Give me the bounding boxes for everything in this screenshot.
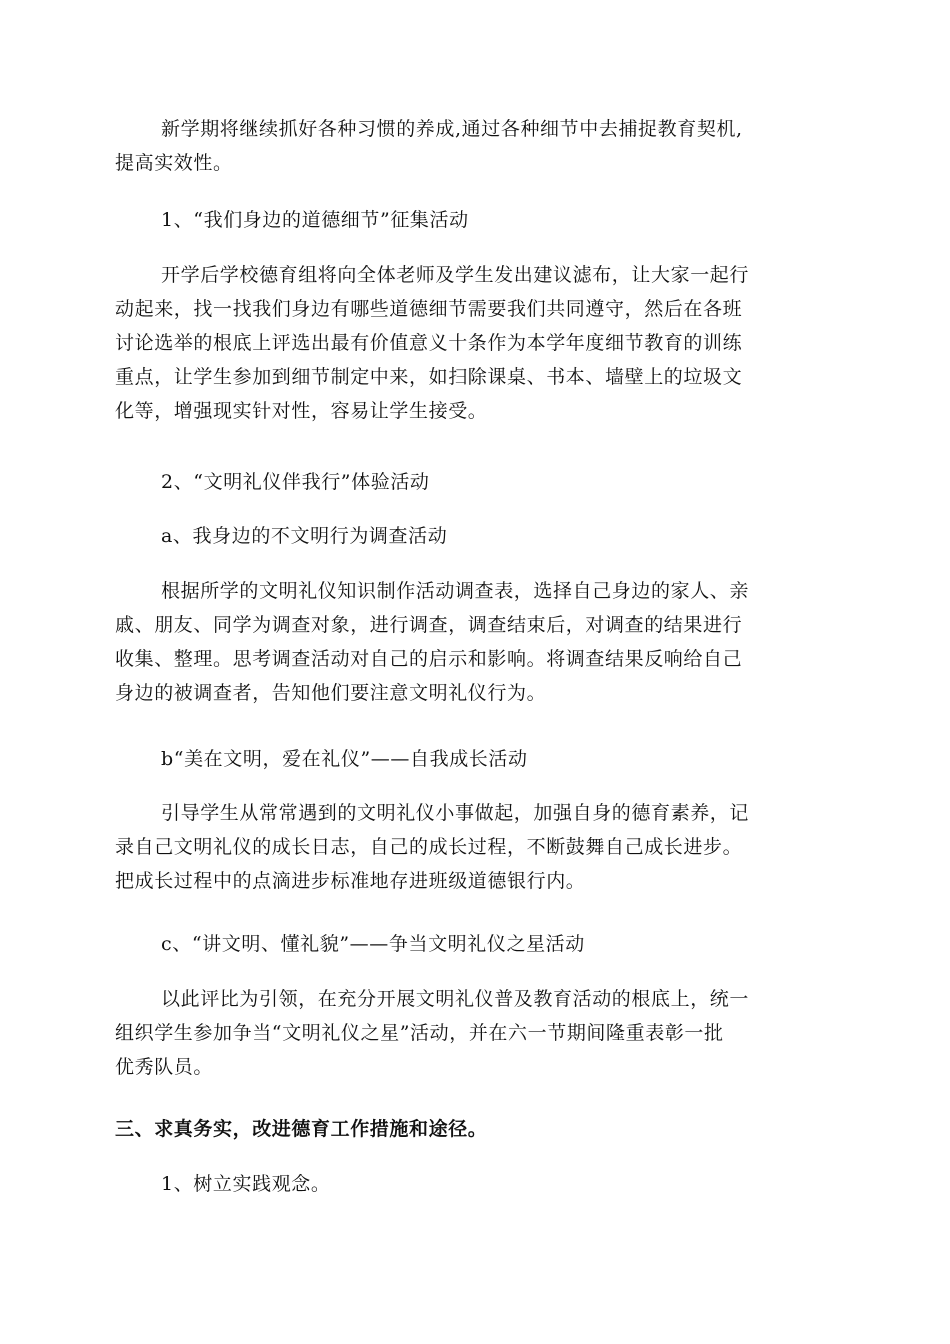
text-line: 以此评比为引领，在充分开展文明礼仪普及教育活动的根底上，统一 xyxy=(161,988,750,1010)
text-line: 身边的被调查者，告知他们要注意文明礼仪行为。 xyxy=(115,682,547,704)
section-heading xyxy=(115,1112,835,1146)
sub-item-heading xyxy=(161,519,881,553)
text-line: 重点，让学生参加到细节制定中来，如扫除课桌、书本、墙壁上的垃圾文 xyxy=(115,366,743,388)
text-line: 1、树立实践观念。 xyxy=(161,1173,331,1195)
list-item-heading xyxy=(161,465,881,499)
text-line: 戚、朋友、同学为调查对象，进行调查，调查结束后，对调查的结果进行 xyxy=(115,614,743,636)
text-line: 动起来，找一找我们身边有哪些道德细节需要我们共同遵守，然后在各班 xyxy=(115,298,743,320)
body-paragraph xyxy=(115,574,835,710)
text-line: c、“讲文明、懂礼貌”——争当文明礼仪之星活动 xyxy=(161,933,585,955)
body-paragraph xyxy=(115,258,835,428)
body-paragraph xyxy=(115,796,835,898)
text-line: 组织学生参加争当“文明礼仪之星”活动，并在六一节期间隆重表彰一批 xyxy=(115,1022,724,1044)
sub-item-heading xyxy=(161,927,881,961)
body-paragraph xyxy=(115,982,835,1084)
text-line: 2、“文明礼仪伴我行”体验活动 xyxy=(161,471,430,493)
text-line: 1、“我们身边的道德细节”征集活动 xyxy=(161,209,469,231)
text-line: a、我身边的不文明行为调查活动 xyxy=(161,525,448,547)
list-item-heading xyxy=(161,1167,881,1201)
text-line: 引导学生从常常遇到的文明礼仪小事做起，加强自身的德育素养，记 xyxy=(161,802,750,824)
text-line: 根据所学的文明礼仪知识制作活动调查表，选择自己身边的家人、亲 xyxy=(161,580,750,602)
text-line: b“美在文明，爱在礼仪”——自我成长活动 xyxy=(161,748,528,770)
text-line: 开学后学校德育组将向全体老师及学生发出建议滤布，让大家一起行 xyxy=(161,264,750,286)
text-line: 讨论选举的根底上评选出最有价值意义十条作为本学年度细节教育的训练 xyxy=(115,332,743,354)
text-line: 收集、整理。思考调查活动对自己的启示和影响。将调查结果反响给自己 xyxy=(115,648,743,670)
text-line: 化等，增强现实针对性，容易让学生接受。 xyxy=(115,400,488,422)
text-line: 录自己文明礼仪的成长日志，自己的成长过程，不断鼓舞自己成长进步。 xyxy=(115,836,743,858)
text-line: 把成长过程中的点滴进步标准地存进班级道德银行内。 xyxy=(115,870,586,892)
text-line: 新学期将继续抓好各种习惯的养成,通过各种细节中去捕捉教育契机, xyxy=(161,118,743,140)
text-line: 提高实效性。 xyxy=(115,152,233,174)
body-paragraph xyxy=(115,112,835,180)
list-item-heading xyxy=(161,203,881,237)
text-line: 三、求真务实，改进德育工作措施和途径。 xyxy=(115,1118,488,1140)
text-line: 优秀队员。 xyxy=(115,1056,214,1078)
sub-item-heading xyxy=(161,742,881,776)
